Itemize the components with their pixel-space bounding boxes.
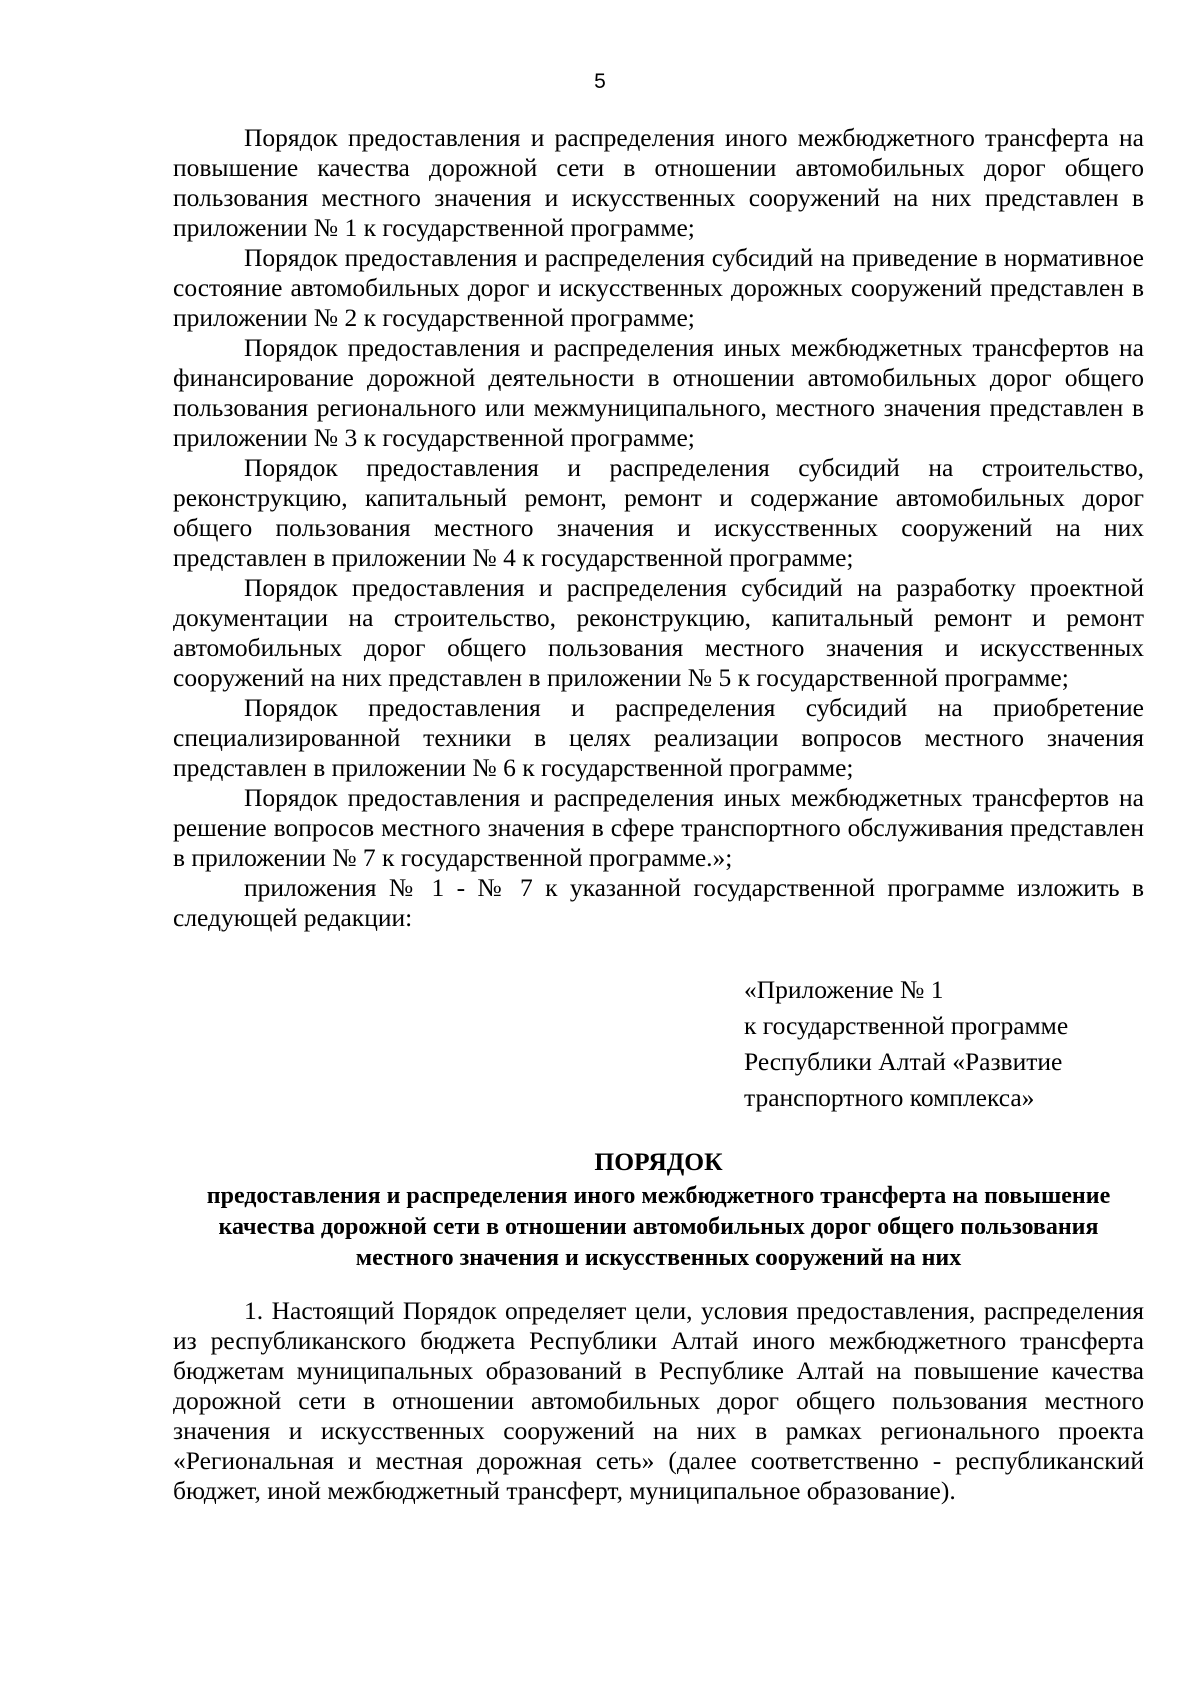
paragraph: приложения № 1 - № 7 к указанной государственной программе изложить в следующей редакции: <box>173 873 1144 932</box>
appendix-line: «Приложение № 1 <box>744 975 944 1004</box>
section-body <box>173 1296 1144 1506</box>
paragraph: Порядок предоставления и распределения субсидий на разработку проектной документации на строительство, реконструкцию, капитальный ремонт и ремонт автомобильных дорог общего пользования местного значения и искусственных сооружений на них представлен в приложении № 5 к государственной программе; <box>173 573 1144 692</box>
paragraph: Порядок предоставления и распределения субсидий на приведение в нормативное состояние автомобильных дорог и искусственных дорожных сооружений представлен в приложении № 2 к государственной программе; <box>173 243 1144 332</box>
paragraph: Порядок предоставления и распределения субсидий на приобретение специализированной техники в целях реализации вопросов местного значения представлен в приложении № 6 к государственной программе; <box>173 693 1144 782</box>
appendix-line: Республики Алтай «Развитие <box>744 1047 1063 1076</box>
paragraph: Порядок предоставления и распределения иных межбюджетных трансфертов на финансирование дорожной деятельности в отношении автомобильных дорог общего пользования регионального или межмуниципального, местного значения представлен в приложении № 3 к государственной программе; <box>173 333 1144 452</box>
page-number: 5 <box>594 70 606 93</box>
document-subtitle: предоставления и распределения иного межбюджетного трансферта на повышение качества дорожной сети в отношении автомобильных дорог общего пользования местного значения и искусственных сооружений на них <box>206 1183 1111 1271</box>
paragraph: Порядок предоставления и распределения иного межбюджетного трансферта на повышение качества дорожной сети в отношении автомобильных дорог общего пользования местного значения и искусственных сооружений на них представлен в приложении № 1 к государственной программе; <box>173 123 1144 242</box>
appendix-line: к государственной программе <box>744 1011 1069 1040</box>
document-title: ПОРЯДОК <box>594 1147 723 1176</box>
appendix-line: транспортного комплекса» <box>744 1083 1035 1112</box>
paragraph: Порядок предоставления и распределения субсидий на строительство, реконструкцию, капитальный ремонт, ремонт и содержание автомобильных дорог общего пользования местного значения и искусственных сооружений на них представлен в приложении № 4 к государственной программе; <box>173 453 1144 572</box>
amendment-text <box>173 123 1144 933</box>
paragraph: Порядок предоставления и распределения иных межбюджетных трансфертов на решение вопросов местного значения в сфере транспортного обслуживания представлен в приложении № 7 к государственной программе.»; <box>173 783 1144 872</box>
appendix-header <box>744 972 1144 1116</box>
section-paragraph-1: 1. Настоящий Порядок определяет цели, условия предоставления, распределения из республиканского бюджета Республики Алтай иного межбюджетного трансферта бюджетам муниципальных образований в Республике Алтай на повышение качества дорожной сети в отношении автомобильных дорог общего пользования местного значения и искусственных сооружений на них в рамках регионального проекта «Региональная и местная дорожная сеть» (далее соответственно - республиканский бюджет, иной межбюджетный трансферт, муниципальное образование). <box>173 1296 1144 1505</box>
